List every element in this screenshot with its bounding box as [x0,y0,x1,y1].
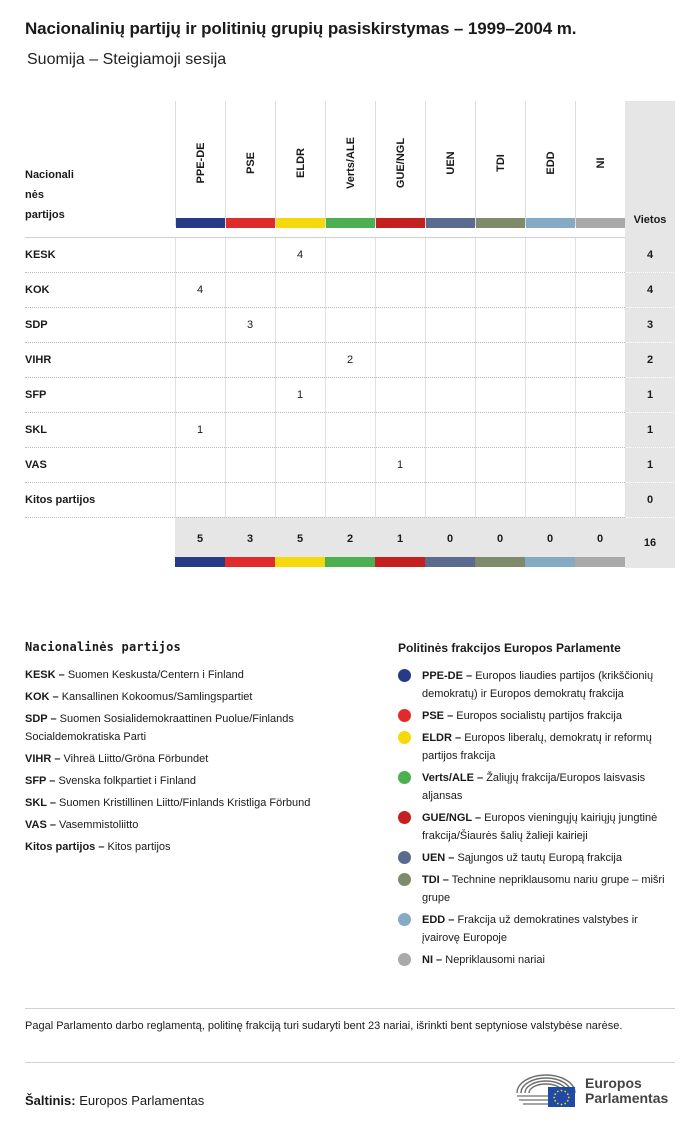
group-header-2 [225,101,275,226]
party-row-label: VIHR [25,354,52,366]
national-party-item [25,794,365,812]
party-code: VIHR – [25,753,61,765]
group-header-label: NI [594,157,607,169]
political-group-item [398,871,678,907]
group-color-bar [276,218,325,228]
group-color-bar [576,218,625,228]
group-total: 2 [346,533,354,545]
political-group-item [398,667,678,703]
seats-divider [626,482,674,483]
national-party-item [25,710,365,746]
group-header-label: Verts/ALE [344,137,357,189]
seat-cell: 1 [296,389,304,401]
group-name: Europos vieningųjų kairiųjų jungtinė frakcija/Šiaurės šalių žalieji kairieji [422,812,658,842]
political-group-item [398,951,678,969]
party-seats: 1 [646,389,654,401]
party-name: Suomen Keskusta/Centern i Finland [67,669,244,681]
party-seats: 3 [646,319,654,331]
party-code: Kitos partijos – [25,841,105,853]
group-header-3 [275,101,325,226]
group-color-bar [476,218,525,228]
group-code: Verts/ALE – [422,772,484,784]
group-color-bar [426,218,475,228]
row-divider [25,482,625,483]
group-color-bar [526,218,575,228]
group-header-1 [175,101,225,226]
group-color-dot [398,731,411,744]
national-party-item [25,666,365,684]
party-code: SKL – [25,797,56,809]
group-header-4 [325,101,375,226]
party-seats: 4 [646,249,654,261]
group-header-6 [425,101,475,226]
grand-total: 16 [643,537,657,549]
party-code: VAS – [25,819,56,831]
seat-cell: 1 [196,424,204,436]
group-color-dot [398,669,411,682]
party-code: SFP – [25,775,56,787]
group-name: Technine nepriklausomu nariu grupe – mišri grupe [422,874,665,904]
group-name: Nepriklausomi nariai [445,954,545,966]
group-color-dot [398,953,411,966]
row-divider [25,342,625,343]
party-code: KESK – [25,669,65,681]
political-group-item [398,769,678,805]
national-header-line: nės [25,189,44,201]
group-header-label: UEN [444,151,457,175]
header-divider [25,237,625,238]
group-color-dot [398,913,411,926]
group-header-7 [475,101,525,226]
divider [25,1008,675,1009]
national-parties-legend [25,640,365,860]
group-header-label: PSE [244,151,257,175]
group-code: GUE/NGL – [422,812,482,824]
group-color-bar-bottom [475,557,525,567]
national-parties-header [25,165,85,225]
party-row-label: KOK [25,284,50,296]
national-party-item [25,750,365,768]
political-group-item [398,809,678,845]
seat-cell: 1 [396,459,404,471]
political-group-item [398,729,678,765]
row-divider [25,377,625,378]
group-color-bar [376,218,425,228]
group-code: PSE – [422,710,454,722]
group-color-bar-bottom [425,557,475,567]
group-color-dot [398,709,411,722]
group-color-bar-bottom [375,557,425,567]
row-divider [25,447,625,448]
group-code: EDD – [422,914,455,926]
group-name: Žaliųjų frakcija/Europos laisvasis aljansas [422,772,646,802]
group-color-bar-bottom [525,557,575,567]
national-party-item [25,772,365,790]
party-code: KOK – [25,691,59,703]
source-label: Šaltinis: [25,1093,76,1108]
group-total: 0 [596,533,604,545]
row-divider [25,412,625,413]
group-color-bar [326,218,375,228]
political-group-item [398,849,678,867]
group-total: 3 [246,533,254,545]
party-row-label: KESK [25,249,56,261]
row-divider [25,517,625,518]
parliament-hemicycle-icon [515,1071,577,1111]
group-header-label: ELDR [294,148,307,178]
party-seats: 0 [646,494,654,506]
logo-text [585,1076,668,1106]
party-row-label: SKL [25,424,47,436]
group-code: UEN – [422,852,455,864]
group-code: PPE-DE – [422,670,473,682]
group-total: 0 [446,533,454,545]
group-color-bar [226,218,275,228]
party-seats: 2 [646,354,654,366]
group-header-8 [525,101,575,226]
seat-cell: 3 [246,319,254,331]
seats-divider [626,517,674,518]
group-name: Europos liaudies partijos (krikščionių demokratų) ir Europos demokratų frakcija [422,670,654,700]
group-header-label: TDI [494,154,507,172]
group-color-bar-bottom [325,557,375,567]
seat-cell: 2 [346,354,354,366]
political-groups-legend [398,641,678,973]
groups-legend-title: Politinės frakcijos Europos Parlamente [398,641,621,655]
national-legend-title: Nacionalinės partijos [25,640,181,654]
seats-divider [626,272,674,273]
party-name: Kansallinen Kokoomus/Samlingspartiet [61,691,253,703]
national-party-item [25,816,365,834]
group-name: Frakcija už demokratines valstybes ir įvairovę Europoje [422,914,638,944]
party-row-label: SDP [25,319,48,331]
group-header-label: EDD [544,151,557,175]
party-name: Suomen Kristillinen Liitto/Finlands Kristliga Förbund [59,797,311,809]
group-header-5 [375,101,425,226]
party-row-label: Kitos partijos [25,494,96,506]
group-code: ELDR – [422,732,462,744]
seat-cell: 4 [296,249,304,261]
seat-cell: 4 [196,284,204,296]
group-color-dot [398,811,411,824]
seat-distribution-table [25,101,675,568]
national-header-line: partijos [25,209,65,221]
page-subtitle: Suomija – Steigiamoji sesija [27,51,227,68]
seats-divider [626,412,674,413]
party-name: Suomen Sosialidemokraattinen Puolue/Finlands Socialdemokratiska Parti [25,713,294,743]
source-line [25,1093,204,1108]
seats-divider [626,447,674,448]
logo-text-line: Parlamentas [585,1090,669,1106]
party-name: Kitos partijos [107,841,171,853]
party-name: Vihreä Liitto/Gröna Förbundet [63,753,209,765]
group-code: TDI – [422,874,449,886]
logo-text-line: Europos [585,1075,642,1091]
group-total: 5 [196,533,204,545]
seats-divider [626,377,674,378]
seats-divider [626,307,674,308]
group-code: NI – [422,954,443,966]
party-row-label: SFP [25,389,47,401]
group-color-dot [398,851,411,864]
party-seats: 1 [646,459,654,471]
party-code: SDP – [25,713,57,725]
group-color-bar-bottom [175,557,225,567]
group-header-9 [575,101,625,226]
national-header-line: Nacionali [25,169,74,181]
group-header-label: GUE/NGL [394,137,407,189]
seats-divider [626,342,674,343]
footnote: Pagal Parlamento darbo reglamentą, politinę frakciją turi sudaryti bent 23 nariai, išrinkti bent septyniose valstybėse narėse. [25,1020,623,1032]
group-total: 0 [546,533,554,545]
party-name: Vasemmistoliitto [59,819,139,831]
group-color-bar-bottom [275,557,325,567]
group-header-label: PPE-DE [194,142,207,184]
group-total: 5 [296,533,304,545]
political-group-item [398,707,678,725]
row-divider [25,307,625,308]
group-total: 0 [496,533,504,545]
group-color-dot [398,771,411,784]
group-total: 1 [396,533,404,545]
group-name: Europos liberalų, demokratų ir reformų partijos frakcija [422,732,652,762]
national-party-item [25,838,365,856]
group-color-bar-bottom [575,557,625,567]
group-name: Europos socialistų partijos frakcija [456,710,622,722]
group-name: Sąjungos už tautų Europą frakcija [457,852,622,864]
european-parliament-logo [515,1071,680,1111]
divider [25,1062,675,1063]
group-color-bar [176,218,225,228]
source-value: Europos Parlamentas [79,1093,205,1108]
political-group-item [398,911,678,947]
party-seats: 1 [646,424,654,436]
row-divider [25,272,625,273]
national-party-item [25,688,365,706]
group-color-bar-bottom [225,557,275,567]
seats-header: Vietos [633,214,667,226]
party-name: Svenska folkpartiet i Finland [58,775,197,787]
group-color-dot [398,873,411,886]
page-title: Nacionalinių partijų ir politinių grupių pasiskirstymas – 1999–2004 m. [25,19,577,38]
party-row-label: VAS [25,459,47,471]
party-seats: 4 [646,284,654,296]
